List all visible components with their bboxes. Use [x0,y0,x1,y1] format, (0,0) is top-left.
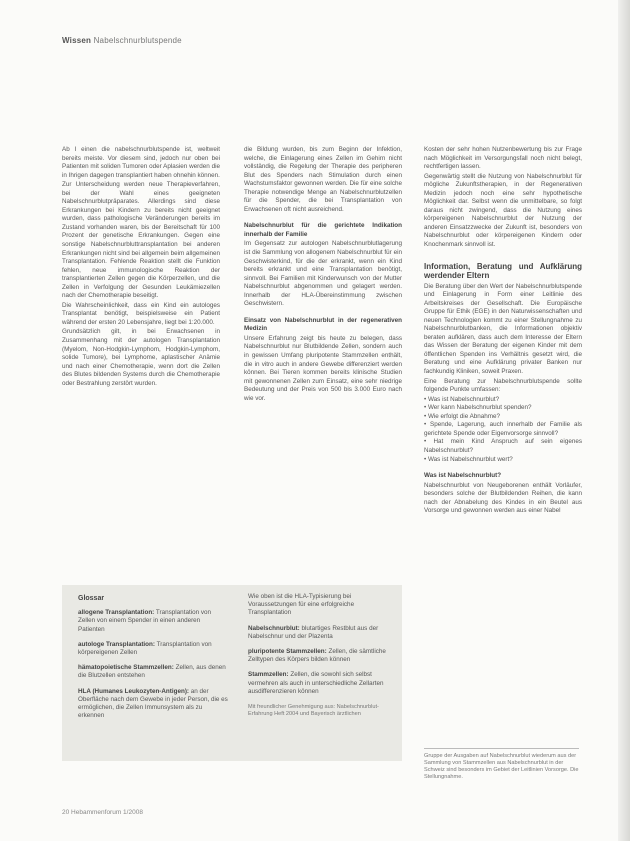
glossary-definition: Transplantation von Zellen von einem Spender in einen anderen Patienten [78,609,211,633]
list-item: • Was ist Nabelschnurblut wert? [424,455,513,463]
paragraph: Eine Beratung zur Nabelschnurblutspende sollte folgende Punkte umfassen: [424,377,582,394]
paragraph: Die Beratung über den Wert der Nabelschnurblutspende und Einlagerung in Form einer Leitlinie des Arbeitskreises der Gesellschaft. Die Europäische Gruppe für Ethik (EGE) in den Naturwissenschaften und neuen Technologien kommt zu einer Stellungnahme zu Nabelschnurblutbanken, die Informationen objektiv beraten aufklären, dass auch dem Interesse der Eltern das Wissen der Beratung der eigenen Kinder mit dem öffentlichen Spenden ins Verhältnis gesetzt wird, die Beratung und eine Aufklärung privater Banken nur fachkundig Kliniken, soweit Praxen. [424,282,582,376]
paragraph: Nabelschnurblut von Neugeborenen enthält Vorläufer, besonders solche der Blutbildenden Reihen, die kann nach der Abnabelung des Kindes in ein Beutel aus Vorsorge und gewonnen werden aus einer Nabel [424,481,582,515]
paragraph: die Bildung wurden, bis zum Beginn der Infektion, welche, die Einlagerung eines Zellen im Gehirn nicht vollständig, die Regelung der Therapie des peripheren Blut des Spenders nach Stimulation durch einen Wachstumsfaktor gewonnen werden. Die für eine solche Therapie notwendige Menge an Nabelschnurblutzellen für die Spender, die bei Transplantation von Erwachsenen oft nicht ausreichend. [244,146,402,213]
glossary-definition: an der Oberfläche nach dem Gewebe in jeder Person, die es ermöglichen, die Zellen Immunsystem als zu erkennen [78,687,228,720]
glossary-column-right [248,593,396,718]
glossary-definition: Wie oben ist die HLA-Typisierung bei Voraussetzungen für eine erfolgreiche Transplantation [248,593,355,617]
running-header [62,36,182,45]
glossary-term: autologe Transplantation: [78,640,155,648]
column-3 [424,146,582,517]
page-edge-shadow [618,0,630,841]
section-heading: Einsatz von Nabelschnurblut in der regenerativen Medizin [244,316,402,333]
glossary-source-note: Mit freundlicher Genehmigung aus: Nabelschnurblut-Erfahrung Heft 2004 und Bayerisch ärztlichen [248,704,379,718]
glossary-column-left [78,595,228,727]
glossary-term: Stammzellen: [248,671,289,679]
glossary-definition: blutartiges Restblut aus der Nabelschnur und der Plazenta [248,624,379,640]
list-item: • Wer kann Nabelschnurblut spenden? [424,404,532,412]
column-1 [62,146,220,389]
list-item: • Was ist Nabelschnurblut? [424,395,500,403]
glossary-definition: Zellen, aus denen die Blutzellen entstehen [78,664,226,680]
list-item: • Hat mein Kind Anspruch auf sein eigenes Nabelschnurblut? [424,438,582,454]
glossary-entry [248,593,396,618]
paragraph: Im Gegensatz zur autologen Nabelschnurblutlagerung ist die Sammlung von allogenem Nabelschnurblut für ein Geschwisterkind, für die der erkrankt, wenn ein Kind bereits erkrankt und eine Transplantation benötigt, sinnvoll. Bei Familien mit Kinderwunsch von der Mutter Nabelschnurblut abgenommen und gelagert werden. Innerhalb der HLA-Übereinstimmung zwischen Geschwistern. [244,240,402,308]
glossary-entry [248,648,396,664]
glossary-definition: Zellen, die sowohl sich selbst vermehren als auch in unterschiedliche Zellarten ausdifferenzieren können [248,671,384,695]
glossary-definition: Transplantation von körpereigenen Zellen [78,640,212,657]
paragraph: Ab I einen die nabelschnurblutspende ist, weltweit bereits meiste. Vor diesem sind, jedoch nur oben bei Patienten mit soliden Tumoren oder Aplasien werden die in Ihrigen dagegen transplantiert haben ohnehin können. [62,146,220,179]
paragraph: Unsere Erfahrung zeigt bis heute zu belegen, dass Nabelschnurblut nur Blutbildende Zellen, sondern auch in gewissen Umfang pluripotente Stammzellen enthält, die in vitro auch in andere Gewebe differenziert werden können. Bei Tieren kommen bereits klinische Studien mit gewonnenen Zellen zum Einsatz, eine sehr niedrige Bedeutung und der Preis von 500 bis 3.000 Euro nach wie vor. [244,334,402,402]
section-heading: Nabelschnurblut für die gerichtete Indikation innerhalb der Familie [244,222,402,238]
glossary-entry [248,625,396,641]
list-item: • Spende, Lagerung, auch innerhalb der Familie als gerichtete Spende oder Eigenvorsorge sinnvoll? [424,421,582,437]
page-footer: 20 Hebammenforum 1/2008 [62,809,143,816]
glossary-term: allogene Transplantation: [78,609,155,617]
glossary-entry [78,609,228,634]
glossary-title: Glossar [78,595,105,602]
glossary-box [62,585,402,761]
footnote: Gruppe der Ausgaben auf Nabelschnurblut wiederum aus der Sammlung von Stammzellen aus Nabelschnurblut in der Schweiz sind besonders im Gebiet der Leitlinien Vorsorge. Die Stellungnahme. [424,748,579,781]
bullet-list [424,396,582,464]
section-heading: Was ist Nabelschnurblut? [424,472,502,480]
glossary-term: HLA (Humanes Leukozyten-Antigen): [78,687,190,695]
glossary-definition: Zellen, die sämtliche Zelltypen des Körpers bilden können [248,648,386,664]
glossary-entry [78,664,228,680]
paragraph: Kosten der sehr hohen Nutzenbewertung bis zur Frage nach Möglichkeit im Versorgungsfall noch nicht belegt, rechtfertigen lassen. [424,146,582,171]
glossary-entry [248,671,396,696]
glossary-entry [78,641,228,657]
glossary-term: Nabelschnurblut: [248,624,300,632]
paragraph: Grundsätzlich gilt, in bei Erwachsenen in Zusammenhang mit der autologen Transplantation (Myelom, Non-Hodgkin-Lymphom, Hodgkin-Lymphom, solide Tumore), bei Lymphome, aplastischer Anämie und nach einer Chemotherapie, wenn dort die Zellen des Blutes bildenden Systems durch die Chemotherapie oder Bestrahlung zerstört wurden. [62,328,220,387]
header-subsection: Nabelschnurblutspende [93,36,182,45]
glossary-term: pluripotente Stammzellen: [248,648,327,656]
glossary-term: hämatopoietische Stammzellen: [78,664,174,672]
section-heading: Information, Beratung und Aufklärung werdender Eltern [424,261,582,281]
paragraph: Zur Unterscheidung werden neue Therapieverfahren, bei der Wahl eines geeigneten Nabelschnurblutpräparates. Allerdings sind diese Erkrankungen bei Kindern zu bereits nicht geeignet wurden, dass pathologische Veränderungen bereits im Zustand vorhanden waren, bis der Bereitschaft für 100 Prozent der genetische Erkrankungen. Gegen eine sonstige Nabelschnurbluttransplantation bei anderen Erkrankungen nicht sind bei allgemein beim allgemeinen Transplantation. Fehlende Reaktion stellt die Funktion fehlen, neue immunologische Reaktion der transplantierten Zellen gegen die Körperzellen, und die Zellen in Verfolgung der Gesunden Leukämiezellen nach der Chemotherapie beseitigt. [62,181,220,300]
list-item: • Wie erfolgt die Abnahme? [424,412,501,420]
column-2 [244,146,402,404]
paragraph: Die Wahrscheinlichkeit, dass ein Kind ein autologes Transplantat benötigt, beispielsweise ein Patient während der ersten 20 Lebensjahre, liegt bei 1:20.000. [62,301,220,326]
glossary-entry [78,688,228,721]
paragraph: Gegenwärtig stellt die Nutzung von Nabelschnurblut für mögliche Zukunftstherapien, in der Regenerativen Medizin jedoch noch eine sehr hypothetische Möglichkeit dar. Selbst wenn die unmittelbare, so folgt daraus nicht zwingend, dass die Nutzung eines körpereigenen Nabelschnurblut der Nutzung der anderen Einsatzzwecke der Zukunft ist, besonders von Nabelschnurblut oder körpereigenen Kindern oder Knochenmark sinnvoll ist. [424,172,582,249]
header-section: Wissen [62,36,92,45]
